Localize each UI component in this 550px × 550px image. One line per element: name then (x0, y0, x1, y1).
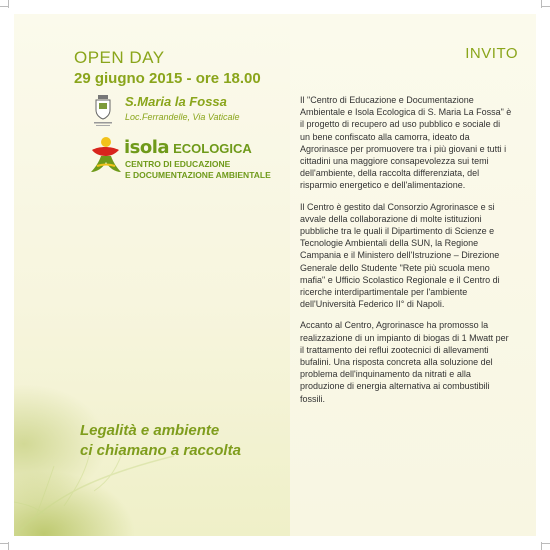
crop-mark (8, 0, 17, 8)
crop-mark (533, 542, 542, 550)
invito-heading: INVITO (465, 45, 518, 62)
left-panel (14, 14, 290, 536)
body-text (300, 94, 512, 414)
body-paragraph: Il "Centro di Educazione e Documentazione Ambientale e Isola Ecologica di S. Maria La Fossa" è il progetto di recupero ad uso pubblico e sociale di un bene confiscato alla camorra, ideato da Agrorinasce per promuovere tra i più giovani e tutti i cittadini una maggiore consapevolezza sui temi dell'ambiente, della raccolta differenziata, del risparmio energetico e dell'alimentazione. (300, 95, 512, 191)
crop-mark (8, 542, 17, 550)
crop-mark (542, 6, 550, 15)
crop-mark (542, 535, 550, 544)
slogan (80, 421, 241, 461)
crop-mark (0, 535, 8, 544)
brand-title (124, 137, 252, 158)
crop-mark (0, 6, 8, 15)
leaf-texture (14, 396, 174, 536)
brand-subtitle-line: E DOCUMENTAZIONE AMBIENTALE (125, 170, 271, 180)
crop-mark (533, 0, 542, 8)
body-paragraph: Accanto al Centro, Agrorinasce ha promosso la realizzazione di un impianto di biogas di 1 Mwatt per il trattamento dei reflui zootecnici di allevamenti bufalini. Una risposta concreta alla soluzione del problema dell'inquinamento da nitrati e alla produzione di energia alternativa ai combustibili fossili. (300, 320, 509, 404)
brand-ecologica: ECOLOGICA (173, 141, 252, 156)
brand-subtitle-line: CENTRO DI EDUCAZIONE (125, 159, 231, 169)
location-address: Loc.Ferrandelle, Via Vaticale (125, 112, 240, 122)
municipal-crest-icon (92, 94, 114, 128)
isola-ecologica-logo-icon (89, 136, 123, 176)
event-datetime: 29 giugno 2015 - ore 18.00 (74, 70, 261, 87)
body-paragraph: Il Centro è gestito dal Consorzio Agrorinasce e si avvale della collaborazione di molte istituzioni pubbliche tra le quali il Dipartimento di Scienze e Tecnologie Ambientali della SUN, la Regione Campania e il Ministero dell'Istruzione – Direzione Generale dello Studente "Rete più scuola meno mafia" e Ufficio Scolastico Regionale e il Centro di ricerche interdipartimentale per l'ambiente dell'Università Federico II° di Napoli. (300, 201, 500, 310)
brand-isola: isola (124, 137, 170, 158)
slogan-line: Legalità e ambiente (80, 422, 220, 439)
brand-subtitle (125, 159, 271, 181)
event-title: OPEN DAY (74, 48, 165, 67)
location-name: S.Maria la Fossa (125, 94, 227, 109)
slogan-line: ci chiamano a raccolta (80, 442, 241, 459)
